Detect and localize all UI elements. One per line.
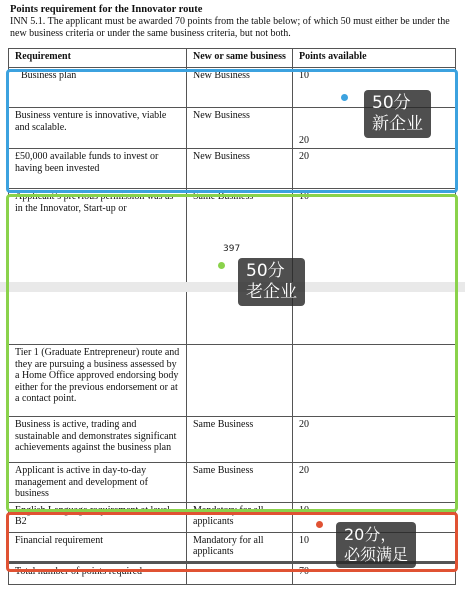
points-cell: 10 xyxy=(293,189,456,345)
business-type-cell: Mandatory for all applicants xyxy=(187,532,293,562)
same-business-marker-dot xyxy=(218,262,225,269)
business-type-cell xyxy=(187,345,293,417)
requirement-cell: Financial requirement xyxy=(9,532,187,562)
header-points: Points available xyxy=(293,49,456,68)
business-type-cell: Same Business xyxy=(187,463,293,503)
points-cell: 20 xyxy=(293,417,456,463)
mandatory-marker-dot xyxy=(316,521,323,528)
points-cell: 10 xyxy=(293,502,456,532)
business-type-cell: New Business xyxy=(187,149,293,189)
requirement-cell: Applicant is active in day-to-day management and development of business xyxy=(9,463,187,503)
marker-number: 397 xyxy=(223,244,241,254)
points-cell: 20 xyxy=(293,463,456,503)
requirement-cell: English Language requirement at level B2 xyxy=(9,502,187,532)
points-cell: 70 xyxy=(293,562,456,584)
table-header-row xyxy=(9,49,456,68)
table-row xyxy=(9,463,456,503)
business-type-cell: New Business xyxy=(187,108,293,149)
new-business-label: 50分 新企业 xyxy=(364,90,431,138)
mandatory-label: 20分， 必须满足 xyxy=(336,522,416,568)
requirement-cell: Tier 1 (Graduate Entrepreneur) route and they are pursuing a business assessed by a Home Office approved endorsing body either for the previous endorsement or at a contact point. xyxy=(9,345,187,417)
requirement-cell: £50,000 available funds to invest or having been invested xyxy=(9,149,187,189)
requirement-cell: Applicant’s previous permission was as in the Innovator, Start-up or xyxy=(9,189,187,345)
business-type-cell: Same Business xyxy=(187,417,293,463)
requirement-cell: Business venture is innovative, viable and scalable. xyxy=(9,108,187,149)
points-cell: 10 xyxy=(293,68,456,108)
new-business-marker-dot xyxy=(341,94,348,101)
points-cell: 10 xyxy=(293,532,456,562)
table-row xyxy=(9,417,456,463)
points-cell: 20 xyxy=(293,149,456,189)
table-row xyxy=(9,189,456,345)
business-type-cell xyxy=(187,562,293,584)
page-heading: Points requirement for the Innovator route xyxy=(10,4,203,15)
intro-paragraph: INN 5.1. The applicant must be awarded 70 points from the table below; of which 50 must either be under the new business criteria or under the same business criteria, but not both. xyxy=(10,16,450,39)
header-business-type: New or same business xyxy=(187,49,293,68)
requirement-cell: Business is active, trading and sustainable and demonstrates significant achievements against the business plan xyxy=(9,417,187,463)
requirement-cell: Business plan xyxy=(9,68,187,108)
business-type-cell: Mandatory for all applicants xyxy=(187,502,293,532)
points-cell xyxy=(293,345,456,417)
requirement-cell: Total number of points required xyxy=(9,562,187,584)
business-type-cell: Same Business xyxy=(187,189,293,345)
business-type-cell: New Business xyxy=(187,68,293,108)
table-row xyxy=(9,345,456,417)
points-cell: 20 xyxy=(293,108,456,149)
same-business-label: 50分 老企业 xyxy=(238,258,305,306)
table-row xyxy=(9,149,456,189)
page-fold-band xyxy=(0,282,465,292)
header-requirement: Requirement xyxy=(9,49,187,68)
